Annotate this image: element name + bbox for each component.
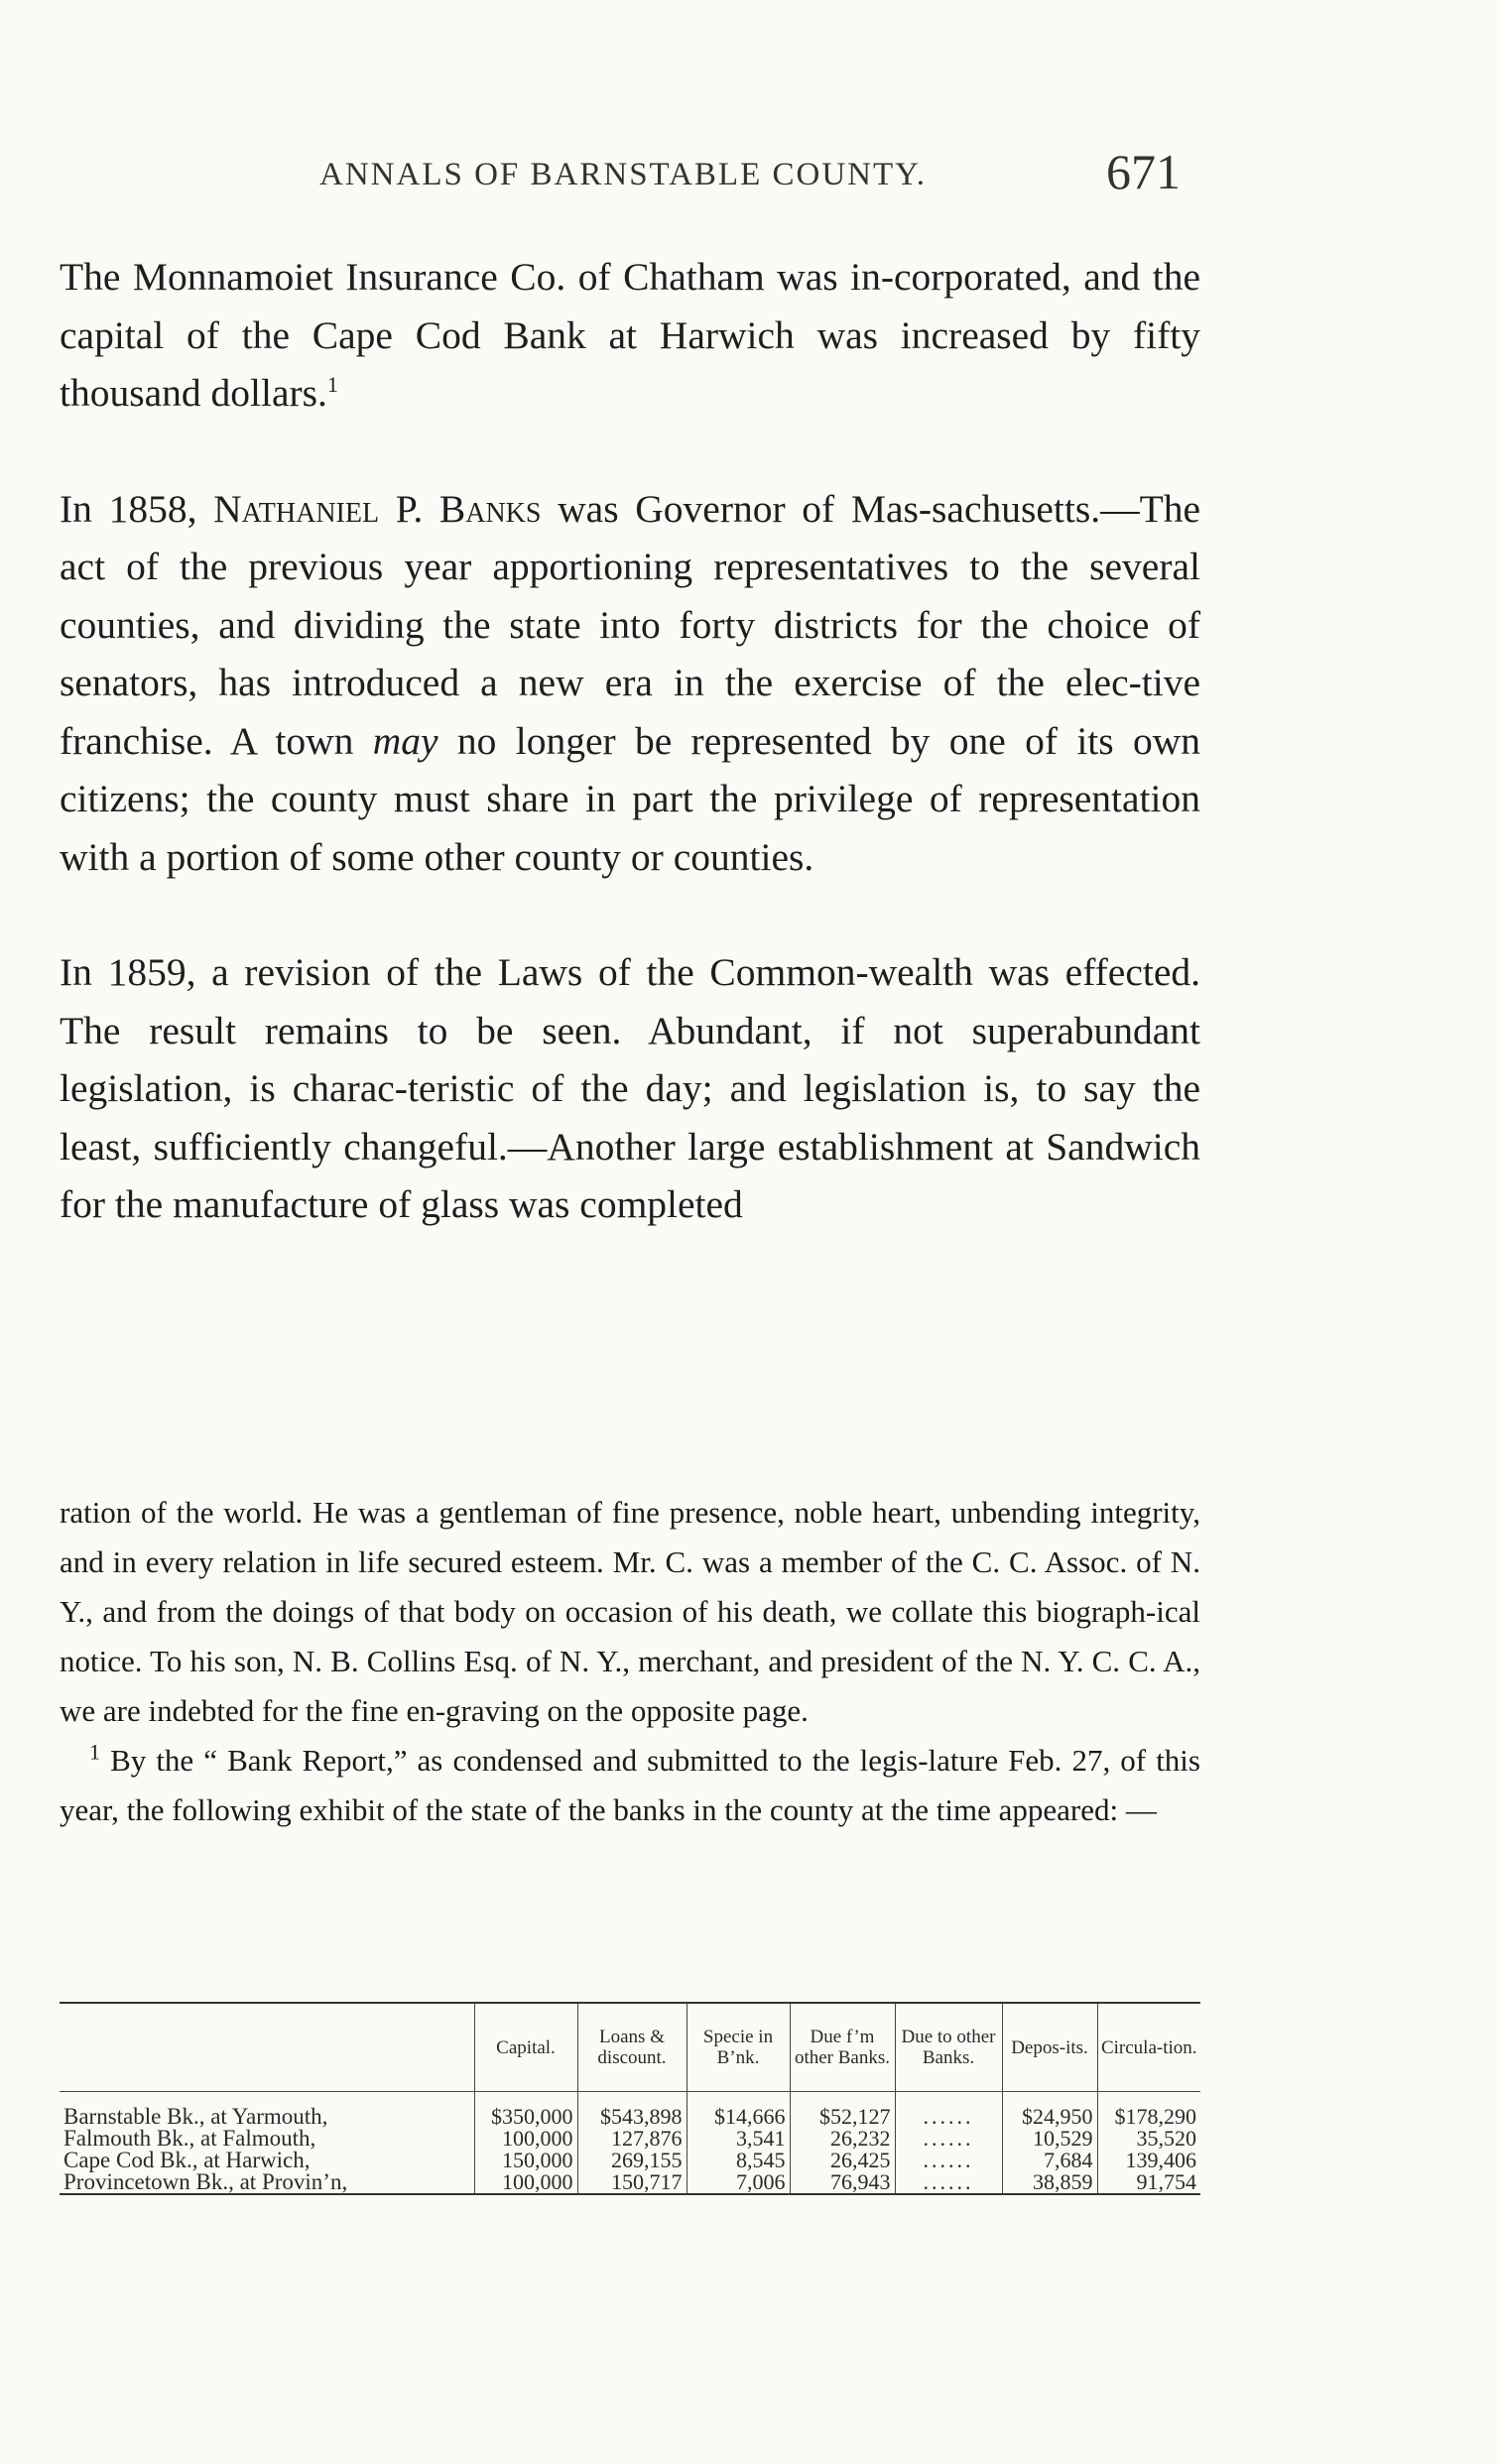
running-head: ANNALS OF BARNSTABLE COUNTY. [319,157,927,192]
capital-cell: 100,000 [474,2171,577,2194]
bank-name: Barnstable Bk., at Yarmouth, [63,2104,328,2129]
loans-cell: 269,155 [577,2150,687,2171]
header-capital: Capital. [474,2003,577,2092]
deposits-cell: 10,529 [1002,2128,1097,2150]
specie-cell: 3,541 [687,2128,790,2150]
due-to-cell: ...... [895,2106,1002,2128]
due-to-cell: ...... [895,2128,1002,2150]
italic-may: may [372,718,438,763]
paragraph-3: In 1859, a revision of the Laws of the Common-wealth was effected. The result remains to be seen. Abundant, if not superabundant legislation, is charac-teristic of the day; and legislation is, to say the least, sufficiently changeful.—Another large establishment at Sandwich for the manufacture of glass was completed [60,950,1200,1226]
footnote-1-mark: 1 [89,1739,100,1765]
specie-cell: $14,666 [687,2106,790,2128]
table-row [60,2106,1200,2128]
deposits-cell: 7,684 [1002,2150,1097,2171]
due-from-cell: 76,943 [790,2171,895,2194]
paragraph-2-lead: In 1858, [60,486,214,531]
due-to-cell: ...... [895,2150,1002,2171]
footnote-1 [60,1736,1200,1835]
main-text [60,248,1200,1234]
footnotes [60,1488,1200,1835]
circulation-cell: 35,520 [1097,2128,1200,2150]
deposits-cell: 38,859 [1002,2171,1097,2194]
capital-cell: $350,000 [474,2106,577,2128]
header-due-from: Due f’m other Banks. [790,2003,895,2092]
due-from-cell: $52,127 [790,2106,895,2128]
table-row [60,2171,1200,2194]
due-from-cell: 26,232 [790,2128,895,2150]
circulation-cell: 91,754 [1097,2171,1200,2194]
bank-name: Falmouth Bk., at Falmouth, [63,2126,316,2151]
loans-cell: $543,898 [577,2106,687,2128]
capital-cell: 150,000 [474,2150,577,2171]
header-deposits: Depos-its. [1002,2003,1097,2092]
paragraph-2-middle: was Governor of Mas-sachusetts.—The act of the previous year apportioning representatives to the several counties, and dividing the state into forty districts for the choice of senators, has introduced a new era in the exercise of the elec-tive franchise. A town [60,486,1201,763]
table-row [60,2128,1200,2150]
page-header [60,139,1200,198]
capital-cell: 100,000 [474,2128,577,2150]
governor-name: Nathaniel P. Banks [213,486,542,531]
due-from-cell: 26,425 [790,2150,895,2171]
header-due-to: Due to other Banks. [895,2003,1002,2092]
loans-cell: 150,717 [577,2171,687,2194]
footnote-1-text: By the “ Bank Report,” as condensed and submitted to the legis-lature Feb. 27, of this year, the following exhibit of the state of the banks in the county at the time appeared: — [60,1743,1200,1827]
continued-note: ration of the world. He was a gentleman of fine presence, noble heart, unbending integrity, and in every relation in life secured esteem. Mr. C. was a member of the C. C. Assoc. of N. Y., and from the doings of that body on occasion of his death, we collate this biograph-ical notice. To his son, N. B. Collins Esq. of N. Y., merchant, and president of the N. Y. C. C. A., we are indebted for the fine en-graving on the opposite page. [60,1495,1200,1728]
specie-cell: 8,545 [687,2150,790,2171]
specie-cell: 7,006 [687,2171,790,2194]
header-specie: Specie in B’nk. [687,2003,790,2092]
loans-cell: 127,876 [577,2128,687,2150]
due-to-cell: ...... [895,2171,1002,2194]
bank-name: Provincetown Bk., at Provin’n, [60,2171,474,2194]
deposits-cell: $24,950 [1002,2106,1097,2128]
table-row [60,2150,1200,2171]
footnote-reference: 1 [326,371,338,397]
paragraph-2-end: no longer be represented by one of its own citizens; the county must share in part the privilege of representation with a portion of some other county or counties. [60,718,1200,879]
header-circulation: Circula-tion. [1097,2003,1200,2092]
header-bank [60,2003,474,2092]
paragraph-1-text: The Monnamoiet Insurance Co. of Chatham was in-corporated, and the capital of the Cape Cod Bank at Harwich was increased by fifty thousand dollars. [60,255,1200,415]
table-header-row [60,2003,1200,2092]
paragraph-1 [60,248,1200,423]
bank-name: Cape Cod Bk., at Harwich, [63,2148,311,2172]
circulation-cell: $178,290 [1097,2106,1200,2128]
page-number: 671 [1106,144,1181,199]
circulation-cell: 139,406 [1097,2150,1200,2171]
header-loans: Loans & discount. [577,2003,687,2092]
paragraph-2 [60,480,1200,887]
bank-report-table [60,2002,1200,2195]
